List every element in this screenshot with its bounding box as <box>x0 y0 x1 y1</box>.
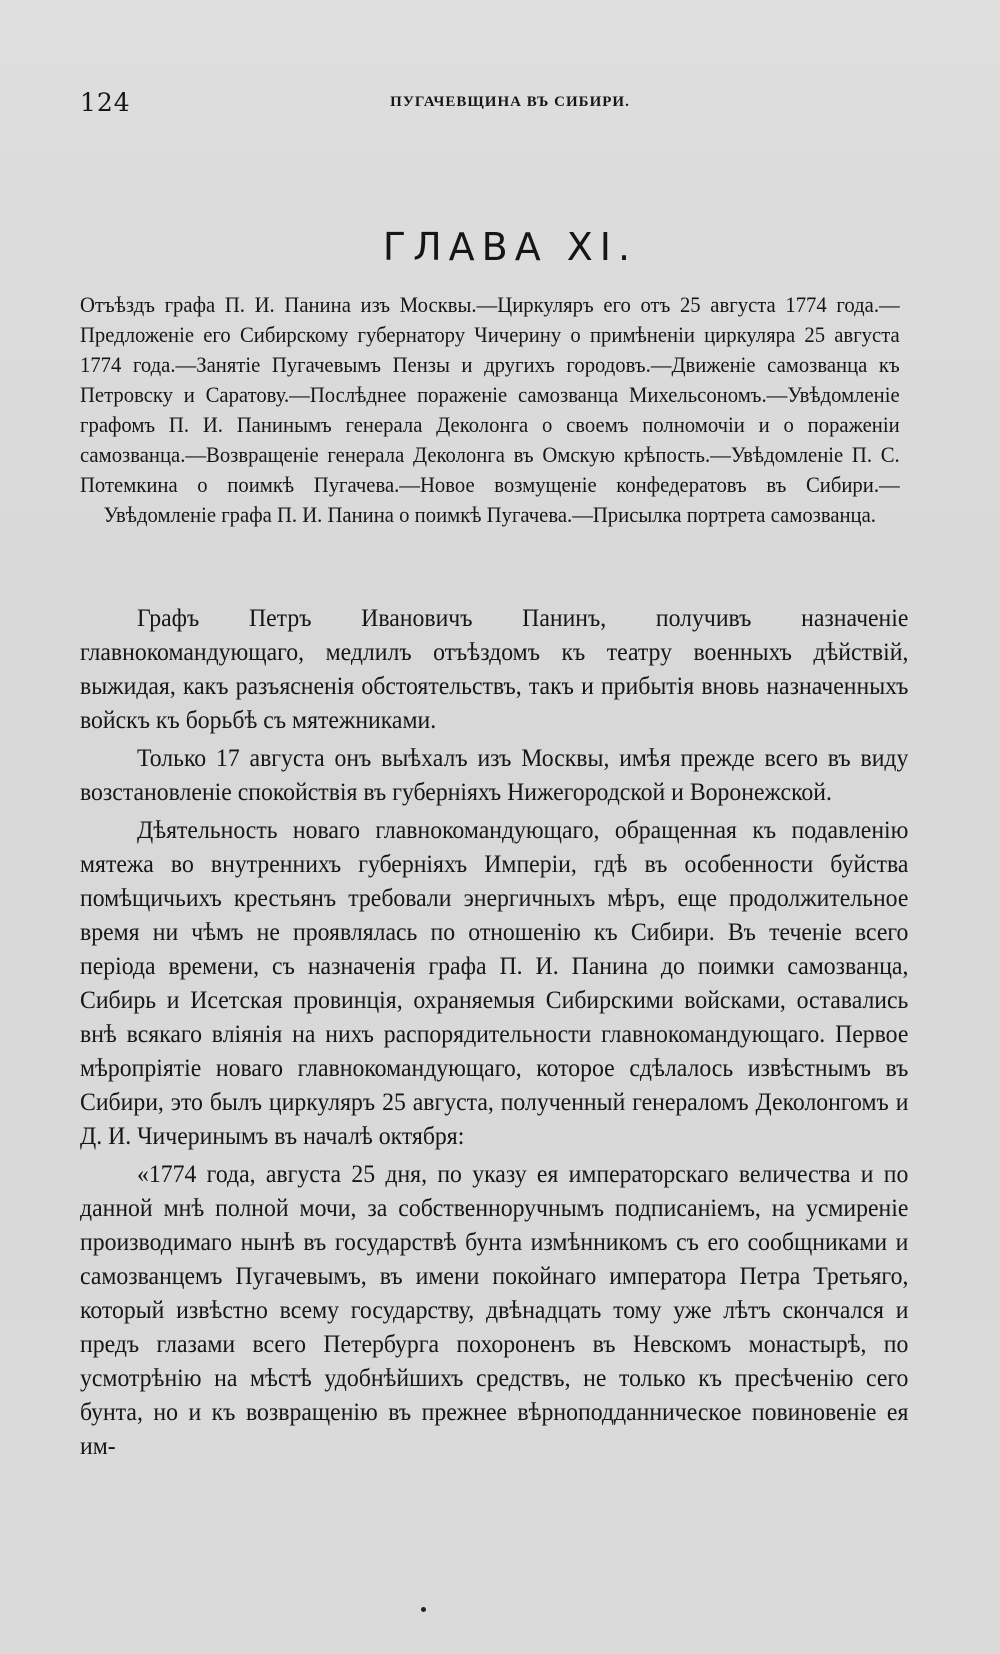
chapter-title: ГЛАВА XI. <box>382 225 638 269</box>
paragraph: Только 17 августа онъ выѣхалъ изъ Москвы, имѣя прежде всего въ виду возстановленіе спокойствія въ губерніяхъ Нижегородской и Воронежской. <box>80 745 909 806</box>
quoted-paragraph: «1774 года, августа 25 дня, по указу ея императорскаго величества и по данной мнѣ полной мочи, за собственноручнымъ подписаніемъ, на усмиреніе производимаго нынѣ въ государствѣ бунта измѣнникомъ съ его сообщниками и самозванцемъ Пугачевымъ, въ имени покойнаго императора Петра Третьяго, который извѣстно всему государству, двѣнадцать тому уже лѣтъ скончался и предъ глазами всего Петербурга похороненъ въ Невскомъ монастырѣ, по усмотрѣнію на мѣстѣ удобнѣйшихъ средствъ, не только къ пресѣченію сего бунта, но и къ возвращенію въ прежнее вѣрноподданническое повиновеніе ея им- <box>80 1161 909 1460</box>
page-number: 124 <box>80 88 131 117</box>
paragraph: Дѣятельность новаго главнокомандующаго, обращенная къ подавленію мятежа во внутреннихъ губерніяхъ Имперіи, гдѣ въ особенности буйства помѣщичьихъ крестьянъ требовали энергичныхъ мѣръ, еще продолжительное время ни чѣмъ не проявлялась по отношенію къ Сибири. Въ теченіе всего періода времени, съ назначенія графа П. И. Панина до поимки самозванца, Сибирь и Исетская провинція, охраняемыя Сибирскими войсками, оставались внѣ всякаго вліянія на нихъ распорядительности главнокомандующаго. Первое мѣропріятіе новаго главнокомандующаго, которое сдѣлалось извѣстнымъ въ Сибири, это былъ циркуляръ 25 августа, полученный генераломъ Деколонгомъ и Д. И. Чичеринымъ въ началѣ октября: <box>80 817 909 1150</box>
running-title: ПУГАЧЕВЩИНА ВЪ СИБИРИ. <box>390 94 630 110</box>
chapter-summary: Отъѣздъ графа П. И. Панина изъ Москвы.—Циркуляръ его отъ 25 августа 1774 года.—Предложеніе его Сибирскому губернатору Чичерину о примѣненіи циркуляра 25 августа 1774 года.—Занятіе Пугачевымъ Пензы и другихъ городовъ.—Движеніе самозванца къ Петровску и Саратову.—Послѣднее пораженіе самозванца Михельсономъ.—Увѣдомленіе графомъ П. И. Панинымъ генерала Деколонга о своемъ полномочіи и о пораженіи самозванца.—Возвращеніе генерала Деколонга въ Омскую крѣпость.—Увѣдомленіе П. С. Потемкина о поимкѣ Пугачева.—Новое возмущеніе конфедератовъ въ Сибири.—Увѣдомленіе графа П. И. Панина о поимкѣ Пугачева.—Присылка портрета самозванца. <box>80 292 900 527</box>
body-text <box>80 602 908 1468</box>
running-header <box>80 88 940 128</box>
paragraph: Графъ Петръ Ивановичъ Панинъ, получивъ назначеніе главнокомандующаго, медлилъ отъѣздомъ къ театру военныхъ дѣйствій, выжидая, какъ разъясненія обстоятельствъ, такъ и прибытія вновь назначенныхъ войскъ къ борьбѣ съ мятежниками. <box>80 605 909 734</box>
print-dot-mark <box>421 1607 426 1612</box>
